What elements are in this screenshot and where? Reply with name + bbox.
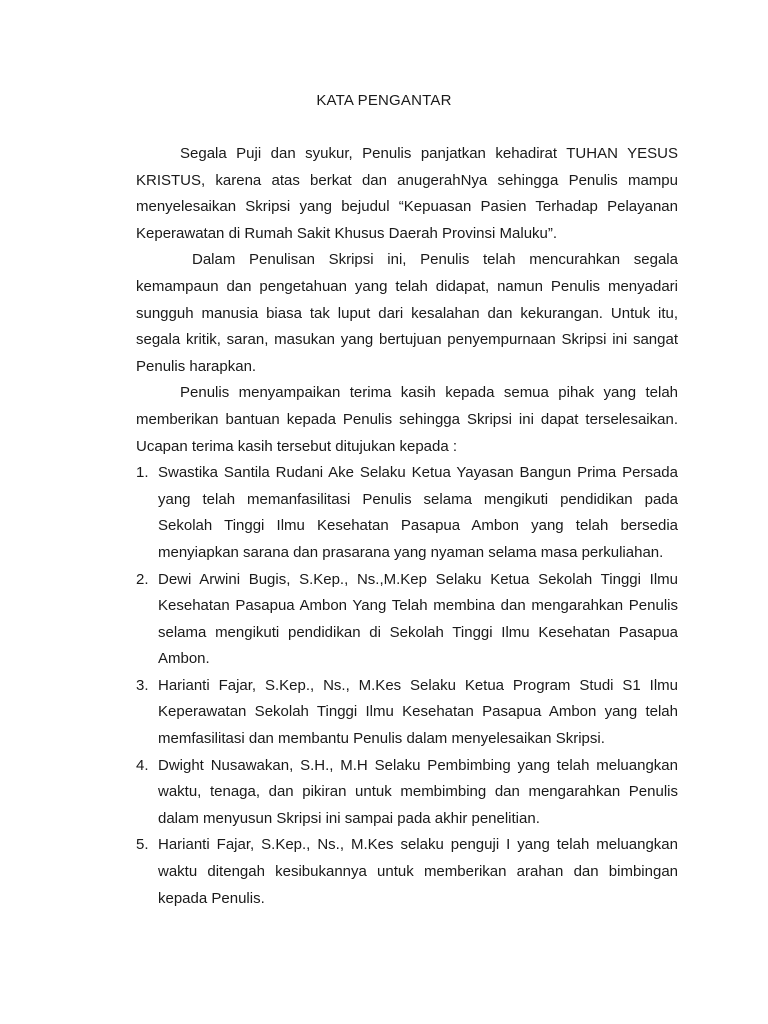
- list-item-text: Dewi Arwini Bugis, S.Kep., Ns.,M.Kep Selaku Ketua Sekolah Tinggi Ilmu Kesehatan Pasapua Ambon Yang Telah membina dan mengarahkan Penulis selama mengikuti pendidikan di Sekolah Tinggi Ilmu Kesehatan Pasapua Ambon.: [158, 570, 678, 668]
- paragraph-apology: Dalam Penulisan Skripsi ini, Penulis telah mencurahkan segala kemampaun dan pengetahuan yang telah didapat, namun Penulis menyadari sungguh manusia biasa tak luput dari kesalahan dan kekurangan. Untuk itu, segala kritik, saran, masukan yang bertujuan penyempurnaan Skripsi ini sangat Penulis harapkan.: [136, 251, 678, 375]
- list-number: 3.: [136, 676, 149, 694]
- list-item-text: Swastika Santila Rudani Ake Selaku Ketua Yayasan Bangun Prima Persada yang telah memanfasilitasi Penulis selama mengikuti pendidikan pada Sekolah Tinggi Ilmu Kesehatan Pasapua Ambon yang telah bersedia menyiapkan sarana dan prasarana yang nyaman selama masa perkuliahan.: [158, 464, 678, 561]
- list-item-text: Harianti Fajar, S.Kep., Ns., M.Kes selaku penguji I yang telah meluangkan waktu ditengah kesibukannya untuk memberikan arahan dan bimbingan kepada Penulis.: [158, 836, 678, 907]
- acknowledgement-list: [136, 460, 678, 912]
- list-number: 1.: [136, 464, 149, 482]
- paragraph-thanks: Penulis menyampaikan terima kasih kepada semua pihak yang telah memberikan bantuan kepada Penulis sehingga Skripsi ini dapat terselesaikan. Ucapan terima kasih tersebut ditujukan kepada :: [136, 384, 678, 455]
- list-number: 4.: [136, 756, 149, 774]
- page-title: KATA PENGANTAR: [316, 92, 452, 109]
- list-item-text: Dwight Nusawakan, S.H., M.H Selaku Pembimbing yang telah meluangkan waktu, tenaga, dan pikiran untuk membimbing dan mengarahkan Penulis dalam menyusun Skripsi ini sampai pada akhir penelitian.: [158, 756, 678, 827]
- list-item: [136, 832, 678, 912]
- list-item: [136, 753, 678, 833]
- list-item: [136, 567, 678, 673]
- list-number: 5.: [136, 836, 149, 854]
- list-item: [136, 673, 678, 753]
- list-number: 2.: [136, 570, 149, 588]
- list-item-text: Harianti Fajar, S.Kep., Ns., M.Kes Selaku Ketua Program Studi S1 Ilmu Keperawatan Sekolah Tinggi Ilmu Kesehatan Pasapua Ambon yang telah memfasilitasi dan membantu Penulis dalam menyelesaikan Skripsi.: [158, 676, 678, 748]
- list-item: [136, 460, 678, 566]
- document-body: [136, 141, 678, 912]
- paragraph-intro: Segala Puji dan syukur, Penulis panjatkan kehadirat TUHAN YESUS KRISTUS, karena atas berkat dan anugerahNya sehingga Penulis mampu menyelesaikan Skripsi yang bejudul “Kepuasan Pasien Terhadap Pelayanan Keperawatan di Rumah Sakit Khusus Daerah Provinsi Maluku”.: [136, 145, 678, 242]
